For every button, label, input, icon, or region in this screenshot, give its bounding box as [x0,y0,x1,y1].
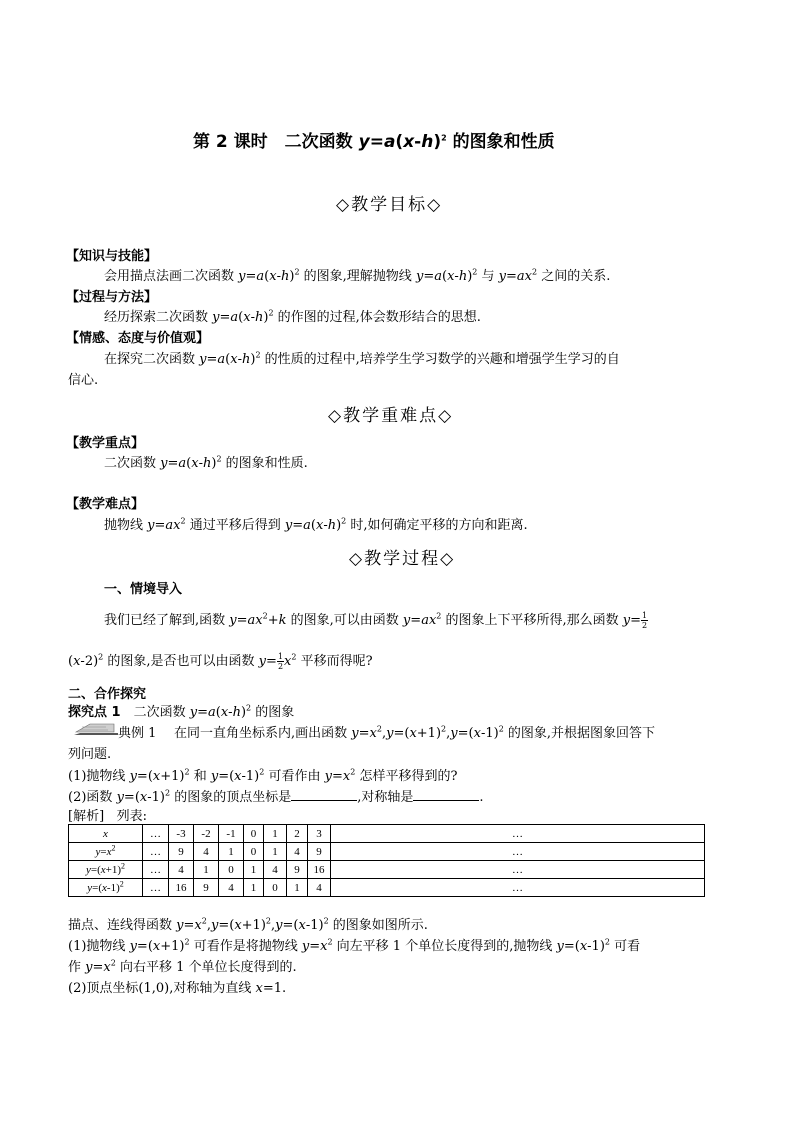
table-cell: 3 [308,825,331,843]
row-label: $y=(x-1)^2$ [69,879,143,897]
table-cell: 1 [287,879,308,897]
table-cell: 4 [264,861,287,879]
table-row-y-xminus1 [69,879,705,897]
paragraph-intro-line1: 我们已经了解到,函数 $y=ax^2+k$ 的图象,可以由函数 $y=ax^2$ 的图象上下平移所得,那么函数 y= $\frac{1}{2}$ [104,611,648,630]
table-cell: … [331,879,705,897]
label-explore1: 探究点 1 二次函数 $y=a(x-h)^2$ 的图象 [68,703,295,720]
row-label: x [69,825,143,843]
table-cell: 2 [287,825,308,843]
table-row-y-x2 [69,843,705,861]
paragraph-key: 二次函数 $y=a(x-h)^2$ 的图象和性质. [104,454,308,471]
label-table-lead: 列表: [116,809,147,824]
table-cell: 4 [308,879,331,897]
table-cell: … [143,843,169,861]
table-cell: 4 [287,843,308,861]
label-method: 【过程与方法】 [66,290,158,305]
page-title: 第 2 课时 二次函数 $y=a(x-h)^2$ 的图象和性质 [193,132,555,152]
paragraph-method: 经历探索二次函数 $y=a(x-h)^2$ 的作图的过程,体会数形结合的思想. [104,308,481,325]
paragraph-difficult: 抛物线 $y=ax^2$ 通过平移后得到 $y=a(x-h)^2$ 时,如何确定平移的方向和距离. [104,516,528,533]
label-key: 【教学重点】 [66,436,145,451]
row-label: $y=(x+1)^2$ [69,861,143,879]
paragraph-example-line2: 列问题. [68,747,112,762]
table-cell: 9 [169,843,194,861]
question-2: (2)函数 $y=(x-1)^2$ 的图象的顶点坐标是 ,对称轴是 . [68,788,484,805]
table-cell: … [143,825,169,843]
paragraph-intro-line2: $(x-2)^2$ 的图象,是否也可以由函数 y= $\frac{1}{2}$ $x^2$ 平移而得呢? [68,652,373,671]
table-cell: … [331,861,705,879]
analysis-lead [68,805,147,824]
table-cell: -1 [219,825,244,843]
answer-1-line1: (1)抛物线 $y=(x+1)^2$ 可看作是将抛物线 $y=x^2$ 向左平移 1 个单位长度得到的,抛物线 $y=(x-1)^2$ 可看 [68,937,641,954]
section-heading-process: ◇教学过程◇ [349,549,456,569]
question-1: (1)抛物线 $y=(x+1)^2$ 和 $y=(x-1)^2$ 可看作由 $y=x^2$ 怎样平移得到的? [68,767,458,784]
label-example: 典例 1 [118,726,157,741]
label-knowledge: 【知识与技能】 [66,249,158,264]
values-table [68,824,705,897]
table-cell: 0 [219,861,244,879]
paragraph-knowledge: 会用描点法画二次函数 $y=a(x-h)^2$ 的图象,理解抛物线 $y=a(x-h)^2$ 与 $y=ax^2$ 之间的关系. [104,267,611,284]
table-cell: 1 [194,861,219,879]
paragraph-emotion-line1: 在探究二次函数 $y=a(x-h)^2$ 的性质的过程中,培养学生学习数学的兴趣和增强学生学习的自 [104,350,620,367]
answer-1-line2: 作 $y=x^2$ 向右平移 1 个单位长度得到的. [68,958,297,975]
row-label: $y=x^2$ [69,843,143,861]
table-cell: -3 [169,825,194,843]
table-cell: 0 [244,825,264,843]
table-cell: … [331,843,705,861]
table-cell: 0 [244,843,264,861]
section-heading-key-points: ◇教学重难点◇ [328,406,454,426]
table-cell: 4 [194,843,219,861]
table-cell: 1 [264,843,287,861]
paragraph-example-line1: 在同一直角坐标系内,画出函数 $y=x^2,y=(x+1)^2,y=(x-1)^2$ 的图象,并根据图象回答下 [174,724,656,741]
table-cell: 4 [219,879,244,897]
table-cell: 1 [244,861,264,879]
label-step1: 一、情境导入 [104,582,183,597]
paragraph-emotion-line2: 信心. [68,373,99,388]
table-cell: … [331,825,705,843]
table-cell: 1 [264,825,287,843]
table-cell: 9 [194,879,219,897]
table-cell: -2 [194,825,219,843]
paragraph-plot: 描点、连线得函数 $y=x^2,y=(x+1)^2,y=(x-1)^2$ 的图象如图所示. [68,916,428,933]
table-cell: … [143,879,169,897]
table-cell: 16 [169,879,194,897]
answer-2: (2)顶点坐标(1,0),对称轴为直线 x=1. [68,981,287,996]
table-cell: 4 [169,861,194,879]
label-difficult: 【教学难点】 [66,497,145,512]
table-cell: 16 [308,861,331,879]
table-cell: … [143,861,169,879]
label-emotion: 【情感、态度与价值观】 [66,331,210,346]
table-cell: 9 [308,843,331,861]
table-cell: 1 [219,843,244,861]
section-heading-goals: ◇教学目标◇ [336,195,443,215]
label-step2: 二、合作探究 [68,687,147,702]
table-cell: 1 [244,879,264,897]
table-cell: 0 [264,879,287,897]
example-badge-icon [74,722,118,736]
label-analysis: [解析] [68,809,105,824]
table-row-y-xplus1 [69,861,705,879]
table-row-x [69,825,705,843]
table-cell: 9 [287,861,308,879]
